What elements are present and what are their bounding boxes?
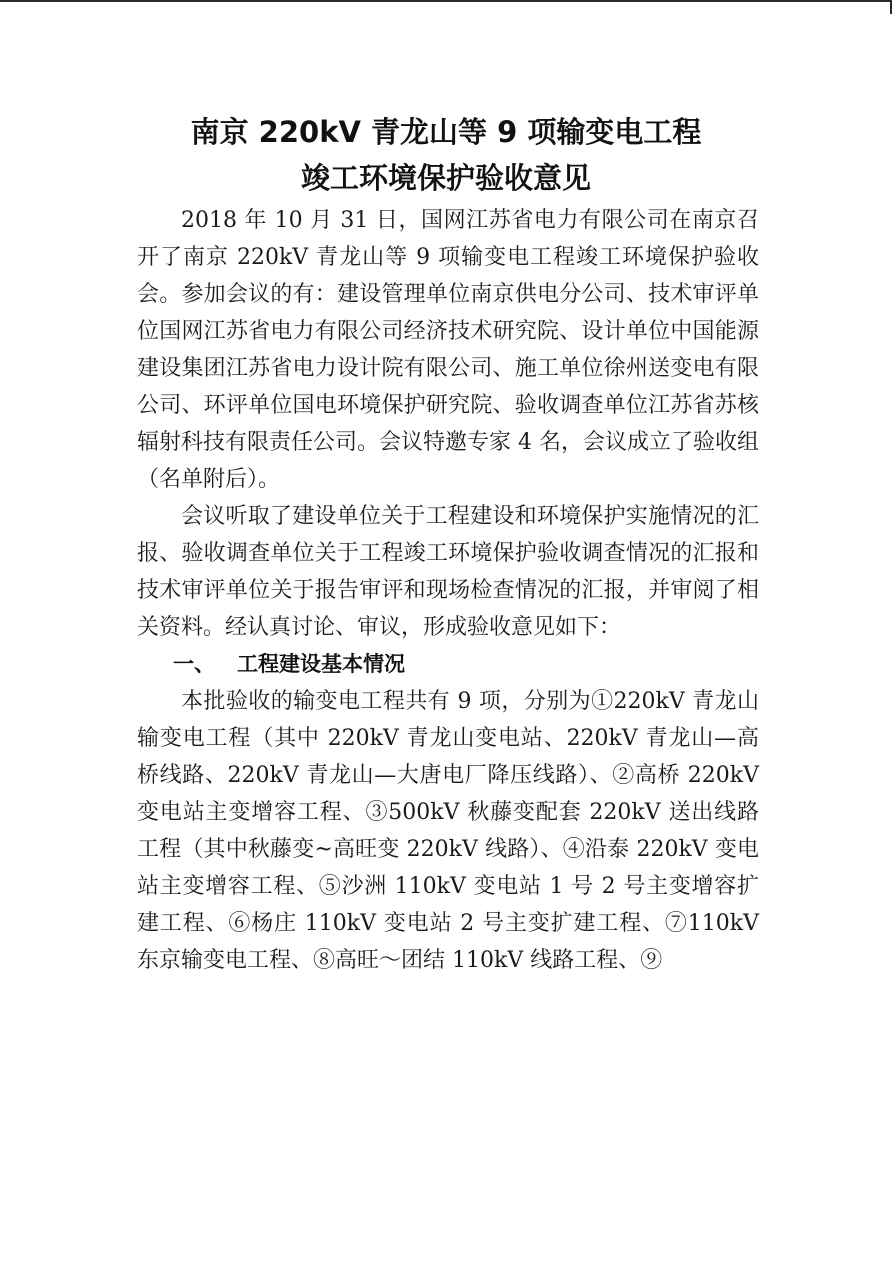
document-title-line-2: 竣工环境保护验收意见 — [300, 161, 591, 195]
paragraph-meeting-info: 2018 年 10 月 31 日，国网江苏省电力有限公司在南京召开了南京 220kV 青龙山等 9 项输变电工程竣工环境保护验收会。参加会议的有：建设管理单位南京供电分公司、技术审评单位国网江苏省电力有限公司经济技术研究院、设计单位中国能源建设集团江苏省电力设计院有限公司、施工单位徐州送变电有限公司、环评单位国电环境保护研究院、验收调查单位江苏省苏核辐射科技有限责任公司。会议特邀专家 4 名，会议成立了验收组（名单附后）。 — [137, 208, 759, 492]
section-title: 工程建设基本情况 — [237, 652, 405, 676]
paragraph-meeting-process: 会议听取了建设单位关于工程建设和环境保护实施情况的汇报、验收调查单位关于工程竣工环境保护验收调查情况的汇报和技术审评单位关于报告审评和现场检查情况的汇报，并审阅了相关资料。经认真讨论、审议，形成验收意见如下： — [137, 504, 759, 640]
scan-top-edge — [0, 0, 892, 2]
document-title-line-1: 南京 220kV 青龙山等 9 项输变电工程 — [190, 115, 702, 149]
paragraph-project-list: 本批验收的输变电工程共有 9 项，分别为①220kV 青龙山输变电工程（其中 220kV 青龙山变电站、220kV 青龙山—高桥线路、220kV 青龙山—大唐电厂降压线路）、②高桥 220kV 变电站主变增容工程、③500kV 秋藤变配套 220kV 送出线路工程（其中秋藤变~高旺变 220kV 线路）、④沿泰 220kV 变电站主变增容工程、⑤沙洲 110kV 变电站 1 号 2 号主变增容扩建工程、⑥杨庄 110kV 变电站 2 号主变扩建工程、⑦110kV 东京输变电工程、⑧高旺～团结 110kV 线路工程、⑨ — [137, 689, 759, 973]
document-body — [137, 202, 759, 979]
section-number: 一、 — [173, 652, 215, 676]
section-heading-1 — [137, 646, 759, 683]
